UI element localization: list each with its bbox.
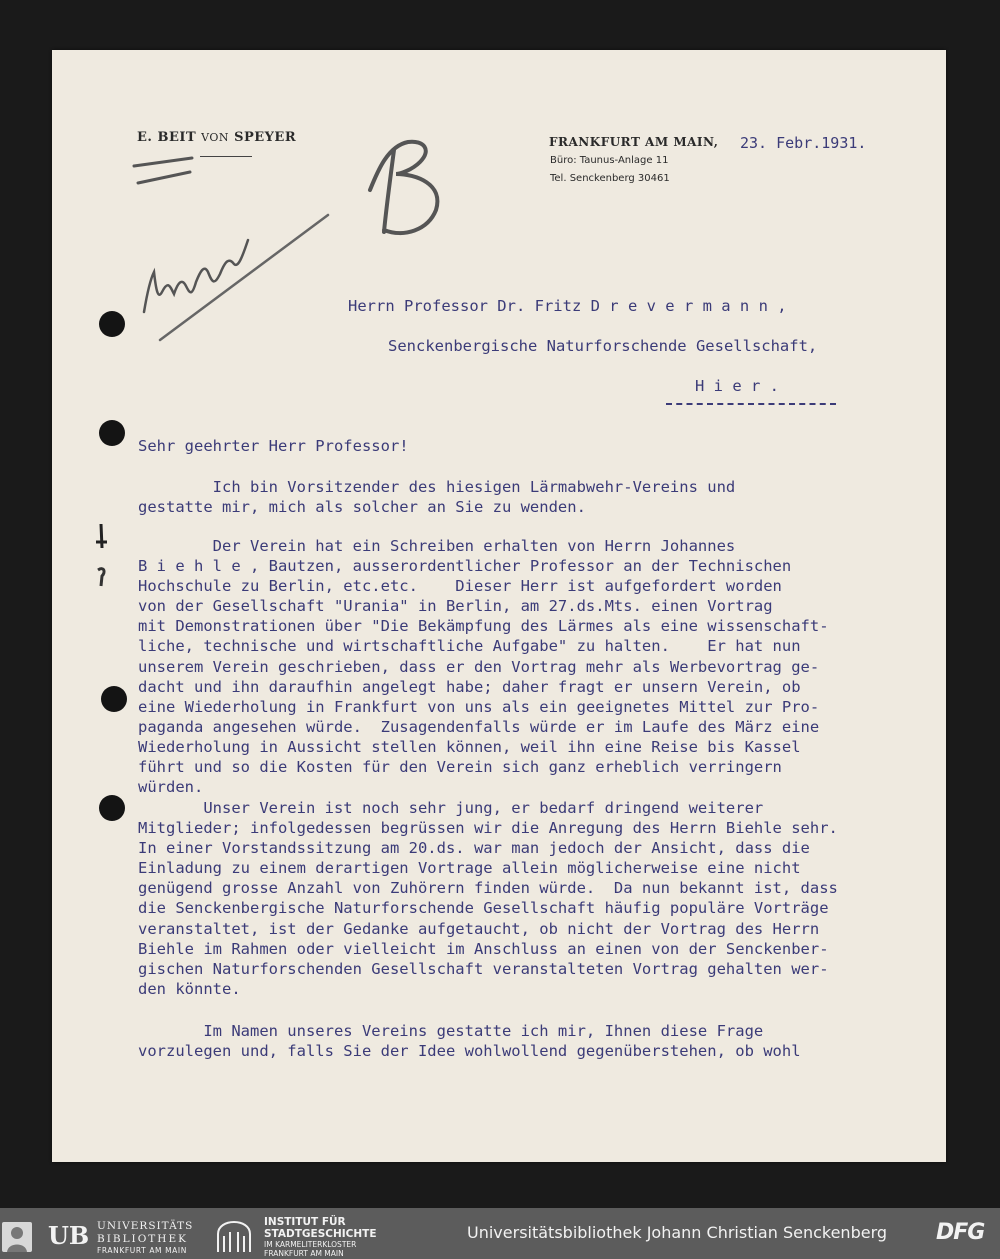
address-recipient: Herrn Professor Dr. Fritz D r e v e r m a n n ,	[348, 297, 787, 315]
salutation: Sehr geehrter Herr Professor!	[138, 437, 409, 455]
paragraph-3: Unser Verein ist noch sehr jung, er bedarf dringend weiterer Mitglieder; infolgedessen begrüssen wir die Anregung des Herrn Biehle sehr. In einer Vorstandssitzung am 20.ds. war man jedoch der Ansicht, dass die Einladung zu einem derartigen Vortrage allein möglicherweise eine nicht genügend grosse Anzahl von Zuhörern finden würde. Da nun bekannt ist, dass die Senckenbergische Naturforschende Gesellschaft häufig populäre Vorträge veranstaltet, ist der Gedanke aufgetaucht, ob nicht der Vortrag des Herrn Biehle im Rahmen oder vielleicht im Anschluss an einen von der Senckenber- gischen Naturforschenden Gesellschaft veranstalteten Vortrag gehalten wer- den könnte.	[138, 799, 838, 998]
isg-line1: INSTITUT FÜR	[264, 1216, 346, 1228]
punch-hole	[99, 420, 125, 446]
letterhead-city: FRANKFURT AM MAIN,	[549, 135, 719, 149]
letterhead-name-part3: SPEYER	[229, 130, 297, 145]
pencil-signature-scribble	[144, 240, 248, 312]
margin-marks	[92, 520, 112, 590]
ub-mark: UB	[48, 1221, 90, 1250]
paragraph-2: Der Verein hat ein Schreiben erhalten von Herrn Johannes B i e h l e , Bautzen, ausserordentlicher Professor an der Technischen Hochschule zu Berlin, etc.etc. Dieser Herr ist aufgefordert worden von der Gesellschaft "Urania" in Berlin, am 27.ds.Mts. einen Vortrag mit Demonstrationen über "Die Bekämpfung des Lärmes als eine wissenschaft- liche, technische und wirtschaftliche Aufgabe" zu halten. Er hat nun unserem Verein geschrieben, dass er den Vortrag mehr als Werbevortrag ge- dacht und ihn daraufhin angelegt habe; daher fragt er unsern Verein, ob eine Wiederholung in Frankfurt von uns als ein geeignetes Mittel zur Pro- paganda angesehen würde. Zusagendenfalls würde er im Laufe des März eine Wiederholung in Aussicht stellen können, weil ihn eine Reise bis Kassel führt und so die Kosten für den Verein sich ganz erheblich verringern würden.	[138, 537, 829, 797]
footer-bar	[0, 1208, 1000, 1259]
letterhead-name-part1: E. BEIT	[137, 130, 202, 145]
address-underline	[666, 403, 836, 405]
pencil-diagonal-line	[160, 215, 328, 340]
punch-hole	[99, 311, 125, 337]
paragraph-1: Ich bin Vorsitzender des hiesigen Lärmabwehr-Vereins und gestatte mir, mich als solcher an Sie zu wenden.	[138, 478, 736, 517]
address-organization: Senckenbergische Naturforschende Gesellschaft,	[388, 337, 818, 355]
dfg-logo: DFG	[936, 1220, 985, 1245]
ub-line1: UNIVERSITÄTS	[97, 1220, 194, 1232]
pencil-letter-b	[370, 142, 437, 233]
pencil-annotations	[52, 50, 946, 370]
pencil-strike-marks	[134, 158, 192, 183]
ub-logo-icon	[2, 1222, 32, 1252]
footer-institution: Universitätsbibliothek Johann Christian Senckenberg	[467, 1223, 888, 1242]
letter-page	[52, 50, 946, 1162]
punch-hole	[99, 795, 125, 821]
isg-line2: STADTGESCHICHTE	[264, 1228, 377, 1240]
letter-date: 23. Febr.1931.	[740, 134, 867, 152]
address-location: H i e r .	[695, 377, 779, 395]
punch-hole	[101, 686, 127, 712]
isg-line4: FRANKFURT AM MAIN	[264, 1249, 344, 1258]
letterhead-phone: Tel. Senckenberg 30461	[550, 173, 670, 184]
isg-line3: IM KARMELITERKLOSTER	[264, 1240, 357, 1249]
letterhead-office: Büro: Taunus-Anlage 11	[550, 155, 669, 166]
ub-line2: BIBLIOTHEK	[97, 1233, 188, 1245]
isg-logo-icon	[214, 1218, 254, 1254]
letterhead-name-part2: VON	[201, 131, 230, 144]
paragraph-4: Im Namen unseres Vereins gestatte ich mir, Ihnen diese Frage vorzulegen und, falls Sie der Idee wohlwollend gegenüberstehen, ob wohl	[138, 1022, 801, 1061]
ub-line3: FRANKFURT AM MAIN	[97, 1246, 187, 1255]
